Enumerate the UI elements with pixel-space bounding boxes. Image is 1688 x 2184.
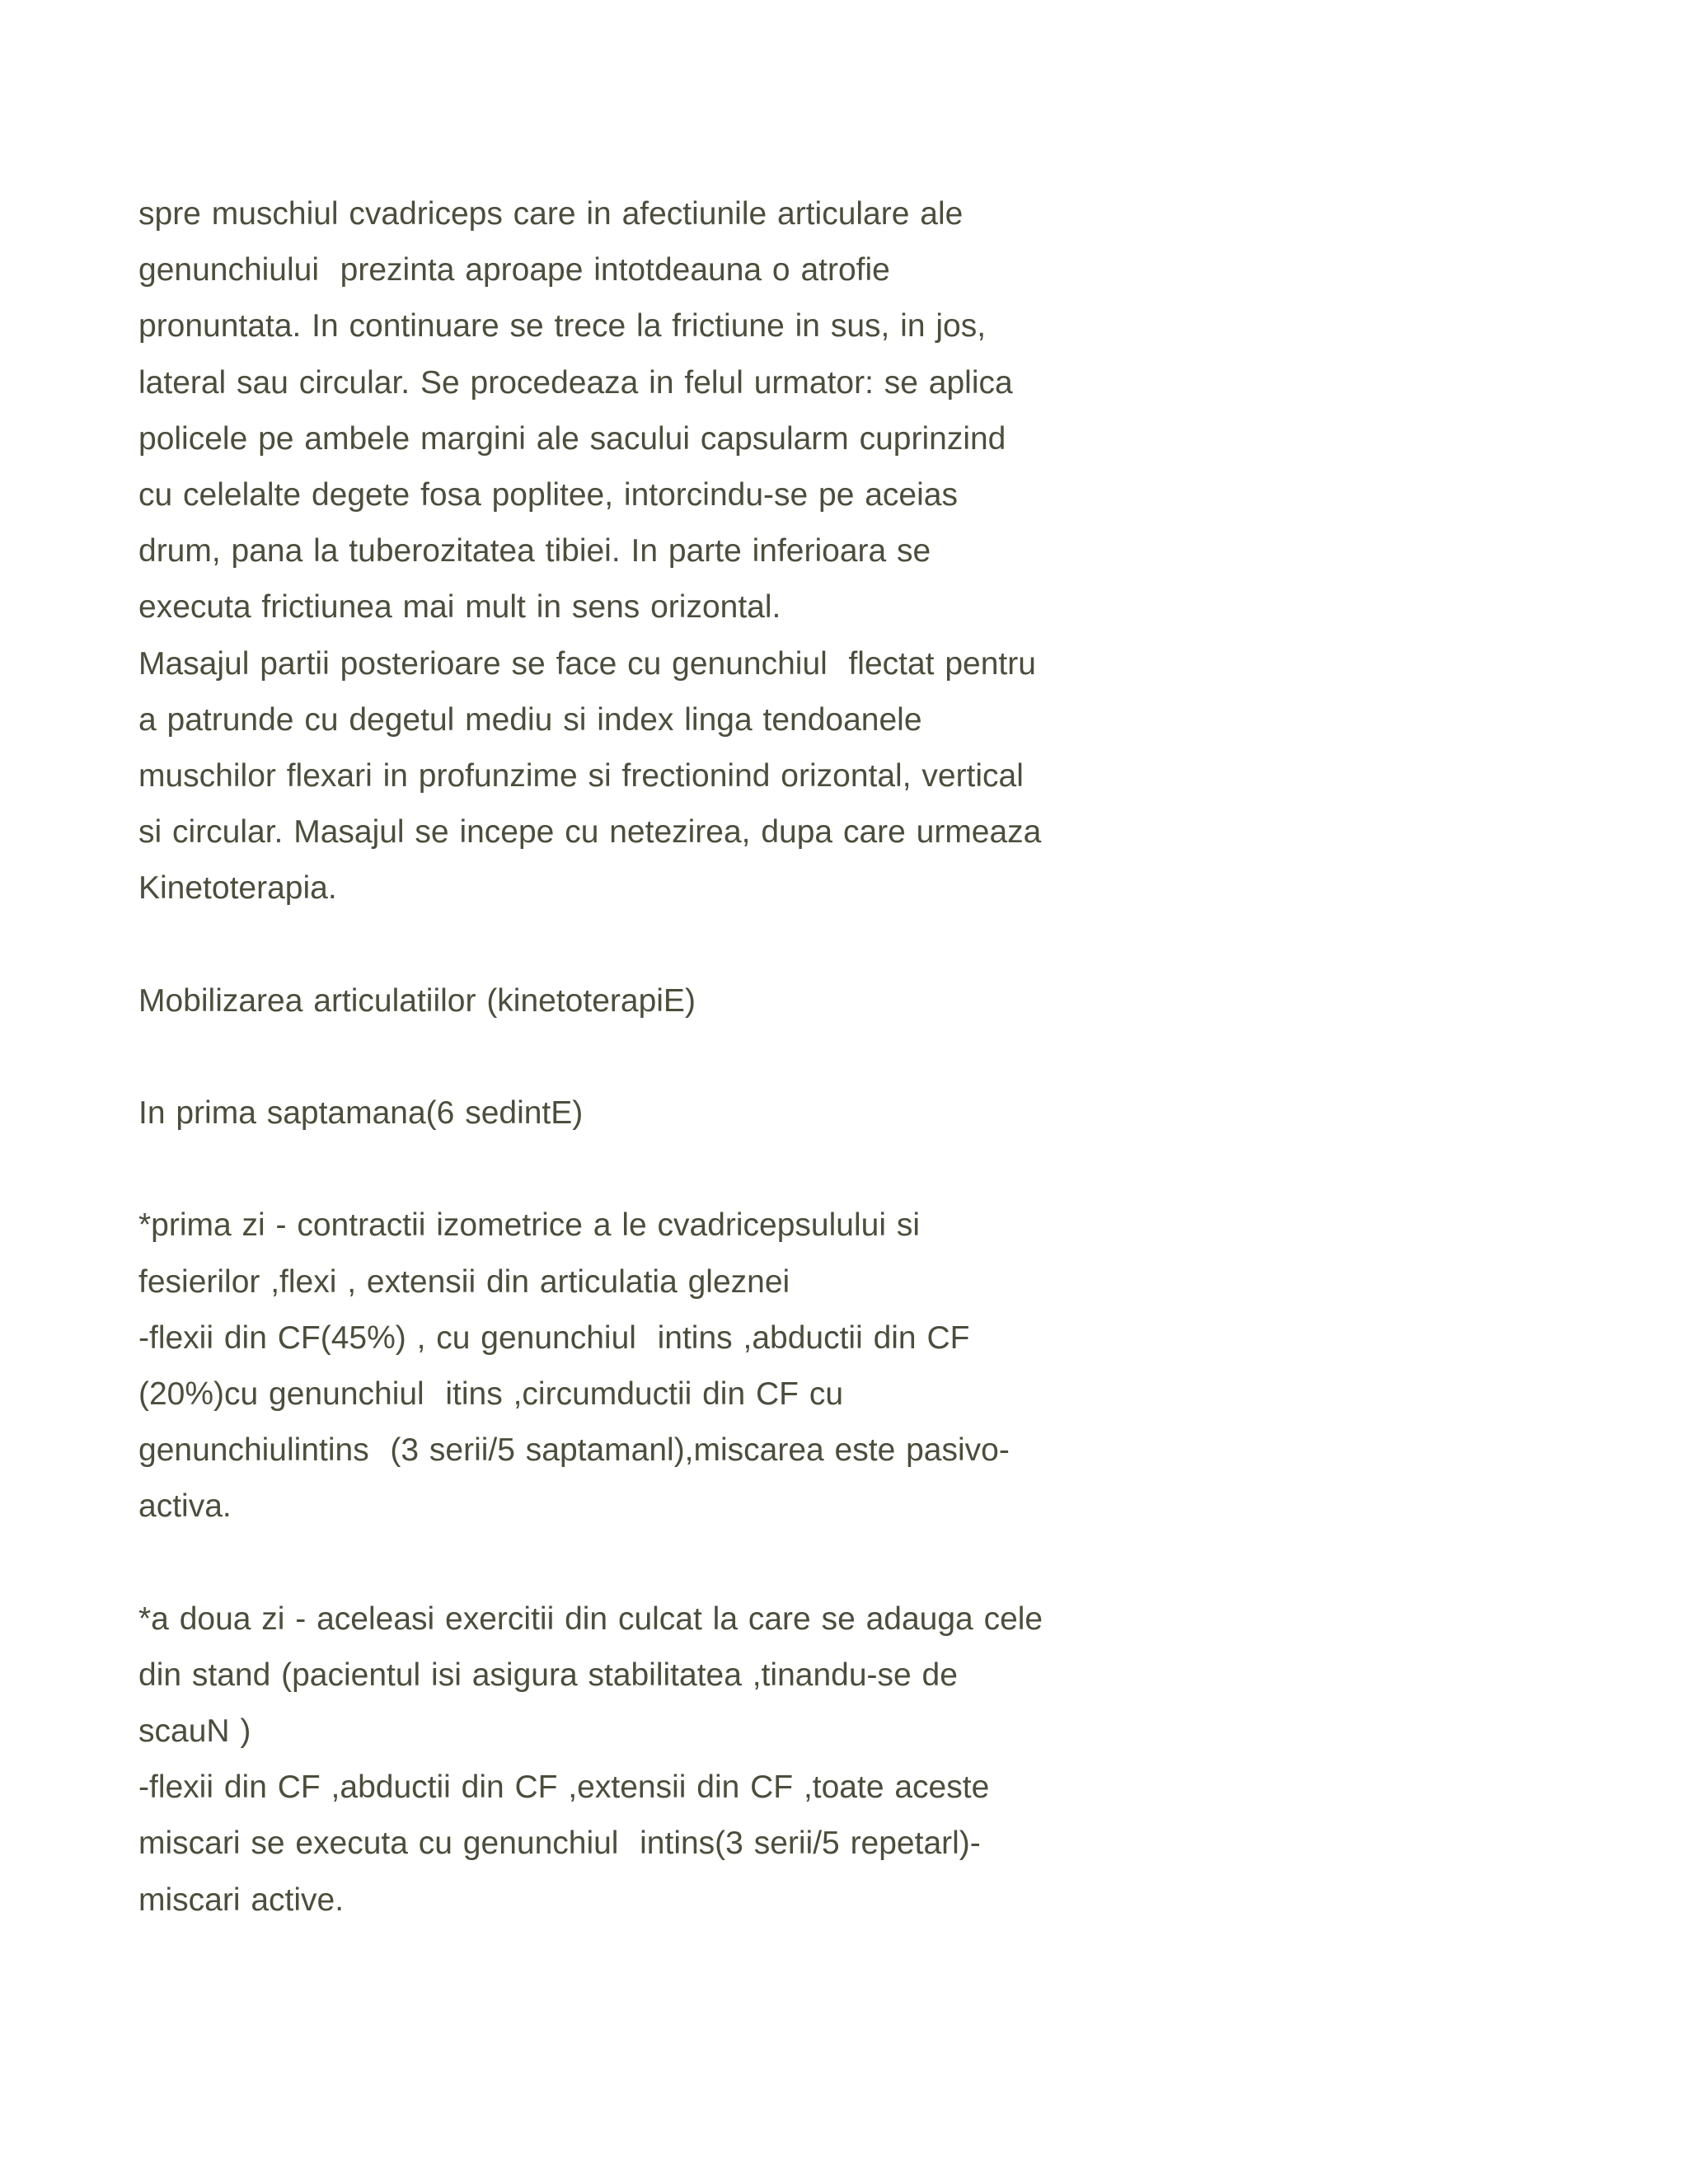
text-line: (20%)cu genunchiul itins ,circumductii din CF cu xyxy=(138,1376,844,1412)
text-line: genunchiului prezinta aproape intotdeauna o atrofie xyxy=(138,252,890,288)
document-body xyxy=(138,186,1111,1929)
text-line: cu celelalte degete fosa poplitee, intorcindu-se pe aceias xyxy=(138,476,958,513)
text-line: si circular. Masajul se incepe cu netezirea, dupa care urmeaza xyxy=(138,814,1042,851)
text-line: miscari active. xyxy=(138,1882,345,1918)
text-line: drum, pana la tuberozitatea tibiei. In parte inferioara se xyxy=(138,533,931,569)
text-line: spre muschiul cvadriceps care in afectiunile articulare ale xyxy=(138,196,964,232)
text-line: a patrunde cu degetul mediu si index linga tendoanele xyxy=(138,701,922,738)
text-line: *prima zi - contractii izometrice a le cvadricepsulului si xyxy=(138,1207,920,1244)
text-line: policele pe ambele margini ale sacului capsularm cuprinzind xyxy=(138,420,1006,457)
text-line: Kinetoterapia. xyxy=(138,870,337,907)
text-line: executa frictiunea mai mult in sens orizontal. xyxy=(138,589,781,626)
text-line: *a doua zi - aceleasi exercitii din culcat la care se adauga cele xyxy=(138,1601,1043,1637)
text-line: muschilor flexari in profunzime si frectionind orizontal, vertical xyxy=(138,757,1024,794)
section-heading: Mobilizarea articulatiilor (kinetoterapiE) xyxy=(138,982,696,1019)
text-line: genunchiulintins (3 serii/5 saptamanl),miscarea este pasivo- xyxy=(138,1432,1010,1469)
text-line: fesierilor ,flexi , extensii din articulatia gleznei xyxy=(138,1263,790,1300)
text-line: din stand (pacientul isi asigura stabilitatea ,tinandu-se de xyxy=(138,1657,958,1693)
text-line: Masajul partii posterioare se face cu genunchiul flectat pentru xyxy=(138,645,1036,682)
text-line: pronuntata. In continuare se trece la frictiune in sus, in jos, xyxy=(138,308,987,344)
text-line: -flexii din CF(45%) , cu genunchiul intins ,abductii din CF xyxy=(138,1319,970,1356)
text-line: lateral sau circular. Se procedeaza in felul urmator: se aplica xyxy=(138,364,1013,401)
text-line: miscari se executa cu genunchiul intins(3 serii/5 repetarl)- xyxy=(138,1825,981,1862)
blank-line xyxy=(138,1535,1111,1591)
blank-line xyxy=(138,1141,1111,1197)
text-line: scauN ) xyxy=(138,1713,251,1750)
text-line: -flexii din CF ,abductii din CF ,extensii din CF ,toate aceste xyxy=(138,1769,990,1806)
blank-line xyxy=(138,1029,1111,1085)
text-line: activa. xyxy=(138,1488,232,1525)
subsection-heading: In prima saptamana(6 sedintE) xyxy=(138,1095,584,1131)
blank-line xyxy=(138,916,1111,972)
